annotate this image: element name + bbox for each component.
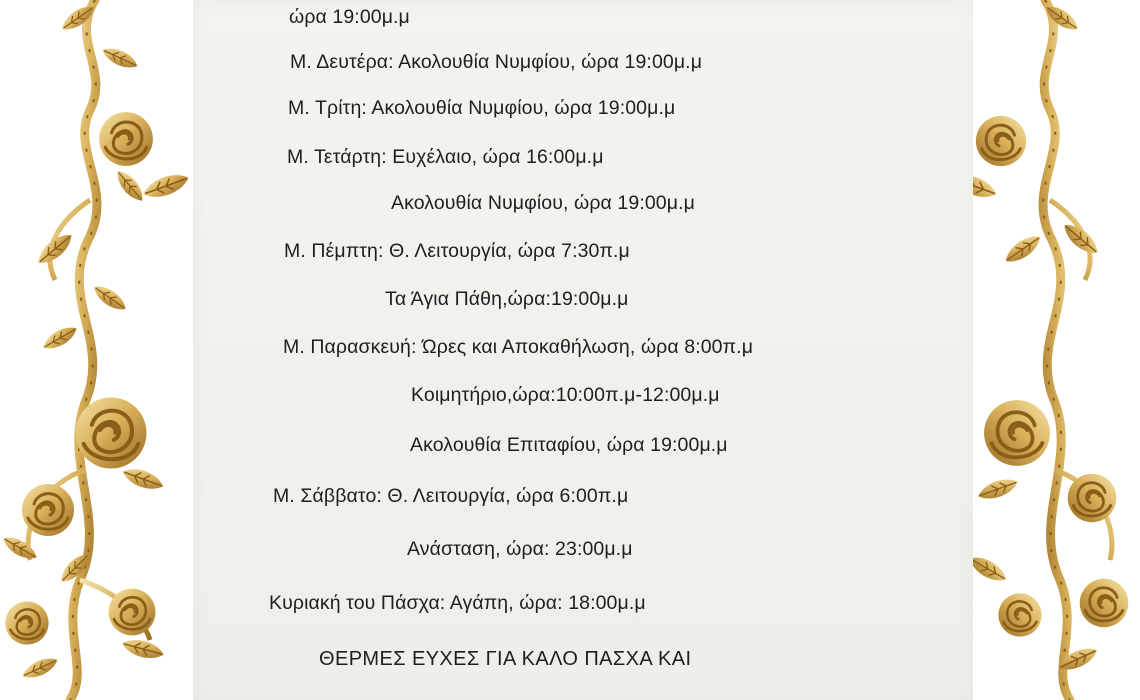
- schedule-sheet: [193, 0, 973, 700]
- schedule-line: Μ. Τρίτη: Ακολουθία Νυμφίου, ώρα 19:00μ.μ: [288, 97, 676, 119]
- schedule-line: Ανάσταση, ώρα: 23:00μ.μ: [407, 538, 633, 560]
- left-rose-vine-icon: [0, 0, 195, 700]
- schedule-line: Μ. Τετάρτη: Ευχέλαιο, ώρα 16:00μ.μ: [287, 146, 604, 168]
- schedule-line: ώρα 19:00μ.μ: [289, 6, 410, 28]
- schedule-line: Μ. Παρασκευή: Ώρες και Αποκαθήλωση, ώρα 8:00π.μ: [283, 336, 754, 358]
- schedule-line: Ακολουθία Επιταφίου, ώρα 19:00μ.μ: [410, 434, 728, 456]
- schedule-line: Μ. Δευτέρα: Ακολουθία Νυμφίου, ώρα 19:00μ.μ: [290, 51, 703, 73]
- closing-wishes: ΘΕΡΜΕΣ ΕΥΧΕΣ ΓΙΑ ΚΑΛΟ ΠΑΣΧΑ ΚΑΙ: [319, 648, 692, 670]
- schedule-line: Κυριακή του Πάσχα: Αγάπη, ώρα: 18:00μ.μ: [269, 592, 646, 614]
- schedule-line: Τα Άγια Πάθη,ώρα:19:00μ.μ: [385, 288, 629, 310]
- schedule-line: Ακολουθία Νυμφίου, ώρα 19:00μ.μ: [391, 192, 695, 214]
- schedule-line: Μ. Πέμπτη: Θ. Λειτουργία, ώρα 7:30π.μ: [284, 240, 630, 262]
- schedule-line: Μ. Σάββατο: Θ. Λειτουργία, ώρα 6:00π.μ: [273, 485, 629, 507]
- right-rose-vine-icon: [945, 0, 1140, 700]
- schedule-line: Κοιμητήριο,ώρα:10:00π.μ-12:00μ.μ: [411, 384, 720, 406]
